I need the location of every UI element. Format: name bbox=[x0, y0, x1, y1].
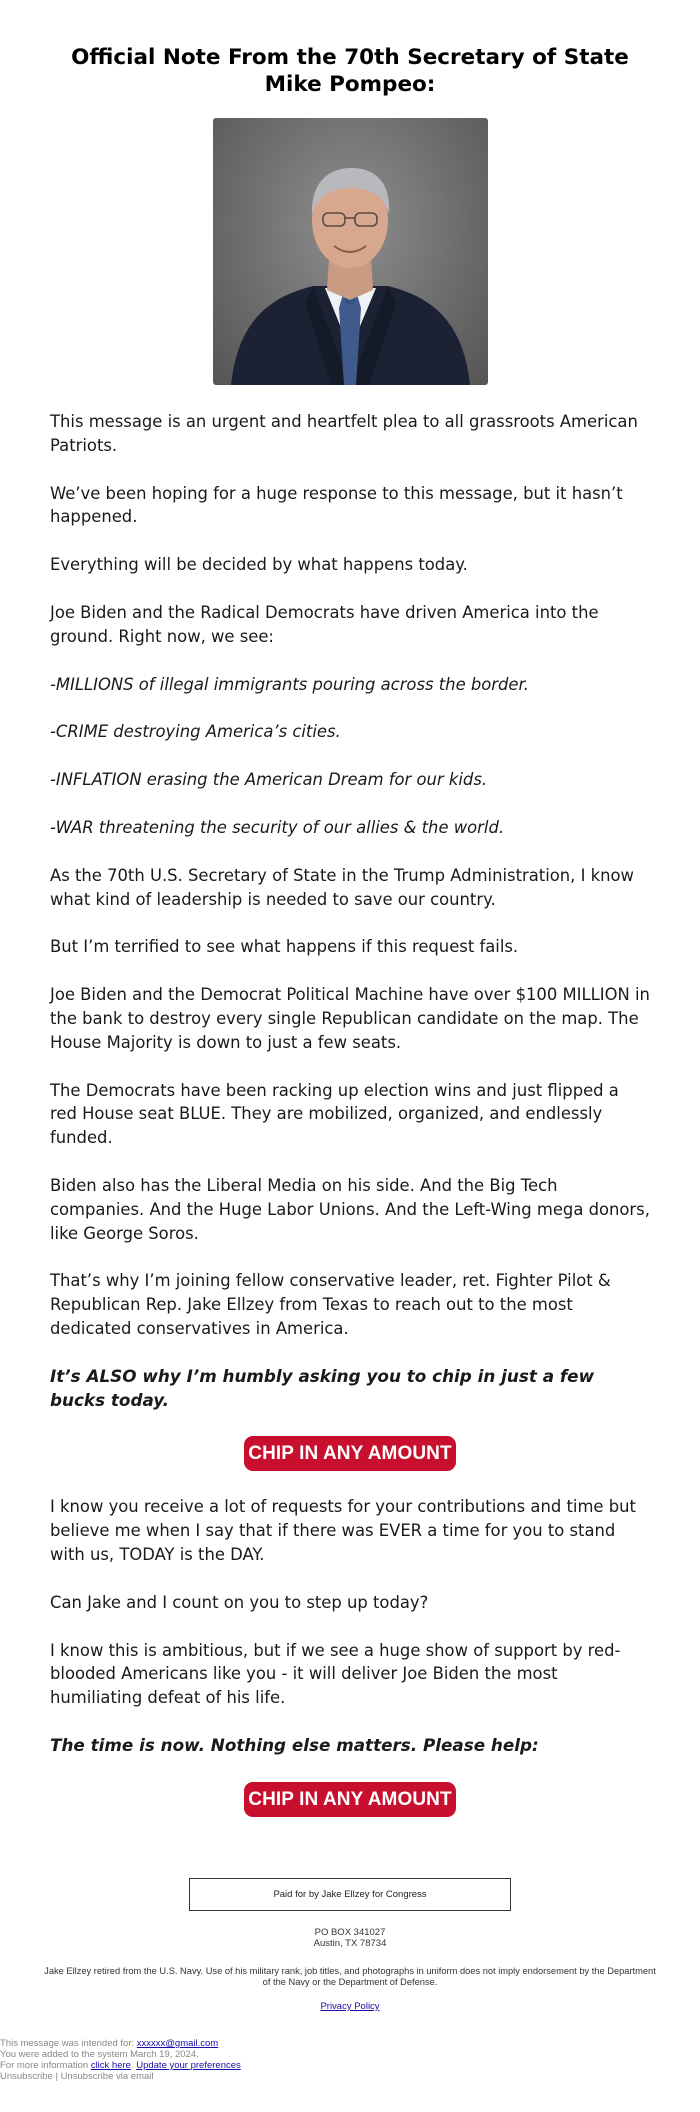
unsubscribe-line bbox=[0, 2071, 241, 2082]
bullet-paragraph: -CRIME destroying America’s cities. bbox=[50, 722, 341, 742]
paid-for-box: Paid for by Jake Ellzey for Congress bbox=[189, 1878, 511, 1911]
paragraph: We’ve been hoping for a huge response to this message, but it hasn’t happened. bbox=[50, 483, 623, 527]
paragraph: Everything will be decided by what happens today. bbox=[50, 555, 468, 575]
address-line: Austin, TX 78734 bbox=[313, 1938, 387, 1949]
more-info-prefix: For more information bbox=[0, 2060, 91, 2071]
bullet-paragraph: -INFLATION erasing the American Dream for our kids. bbox=[50, 770, 488, 790]
added-date-line: You were added to the system March 19, 2024. bbox=[0, 2049, 199, 2060]
email-footer bbox=[0, 2038, 241, 2082]
chip-in-button-2[interactable]: CHIP IN ANY AMOUNT bbox=[244, 1782, 456, 1817]
paragraph: Biden also has the Liberal Media on his side. And the Big Tech companies. And the Huge Labor Unions. And the Left-Wing mega donors, like George Soros. bbox=[50, 1175, 650, 1243]
paragraph: Joe Biden and the Radical Democrats have driven America into the ground. Right now, we see: bbox=[50, 602, 599, 646]
paragraph: I know this is ambitious, but if we see a huge show of support by red-blooded Americans like you - it will deliver Joe Biden the most humiliating defeat of his life. bbox=[50, 1640, 621, 1708]
address-line: PO BOX 341027 bbox=[314, 1927, 386, 1938]
intended-for-line bbox=[0, 2038, 241, 2049]
separator: . bbox=[130, 2060, 137, 2071]
chip-in-button[interactable]: CHIP IN ANY AMOUNT bbox=[244, 1436, 456, 1471]
paragraph: The Democrats have been racking up election wins and just flipped a red House seat BLUE. They are mobilized, organized, and endlessly funded. bbox=[50, 1080, 619, 1148]
click-here-link[interactable]: click here bbox=[90, 2060, 131, 2071]
portrait-photo bbox=[213, 118, 488, 385]
message-body bbox=[50, 410, 650, 1841]
recipient-email-link[interactable]: xxxxxx@gmail.com bbox=[136, 2038, 219, 2049]
emphasis-paragraph: The time is now. Nothing else matters. Please help: bbox=[50, 1734, 539, 1755]
paragraph: That’s why I’m joining fellow conservative leader, ret. Fighter Pilot & Republican Rep. Jake Ellzey from Texas to reach out to the most dedicated conservatives in America. bbox=[50, 1271, 611, 1338]
paragraph: I know you receive a lot of requests for your contributions and time but believe me when I say that if there was EVER a time for you to stand with us, TODAY is the DAY. bbox=[50, 1497, 636, 1564]
paragraph: As the 70th U.S. Secretary of State in the Trump Administration, I know what kind of leadership is needed to save our country. bbox=[50, 865, 634, 909]
portrait-icon bbox=[213, 118, 488, 385]
emphasis-paragraph: It’s ALSO why I’m humbly asking you to chip in just a few bucks today. bbox=[50, 1365, 595, 1410]
paragraph: Joe Biden and the Democrat Political Machine have over $100 MILLION in the bank to destroy every single Republican candidate on the map. The House Majority is down to just a few seats. bbox=[50, 985, 650, 1052]
bullet-paragraph: -WAR threatening the security of our allies & the world. bbox=[50, 817, 505, 837]
paragraph: But I’m terrified to see what happens if this request fails. bbox=[50, 937, 519, 957]
update-preferences-link[interactable]: Update your preferences bbox=[136, 2060, 241, 2071]
separator: | bbox=[52, 2071, 61, 2082]
military-disclaimer: Jake Ellzey retired from the U.S. Navy. Use of his military rank, job titles, and photographs in uniform does not imply endorsement by the Department of the Navy or the Department of Defense. bbox=[44, 1966, 656, 1987]
more-info-line bbox=[0, 2060, 241, 2071]
page-title: Official Note From the 70th Secretary of State Mike Pompeo: bbox=[71, 45, 629, 97]
unsubscribe-link[interactable]: Unsubscribe bbox=[0, 2071, 53, 2082]
paragraph: This message is an urgent and heartfelt plea to all grassroots American Patriots. bbox=[50, 412, 638, 455]
intended-prefix: This message was intended for: bbox=[0, 2038, 137, 2049]
bullet-paragraph: -MILLIONS of illegal immigrants pouring across the border. bbox=[50, 674, 529, 694]
mailing-address bbox=[0, 1927, 700, 1949]
paragraph: Can Jake and I count on you to step up today? bbox=[50, 1592, 429, 1612]
unsubscribe-email-link[interactable]: Unsubscribe via email bbox=[60, 2071, 154, 2082]
privacy-policy-link[interactable]: Privacy Policy bbox=[320, 2001, 380, 2012]
